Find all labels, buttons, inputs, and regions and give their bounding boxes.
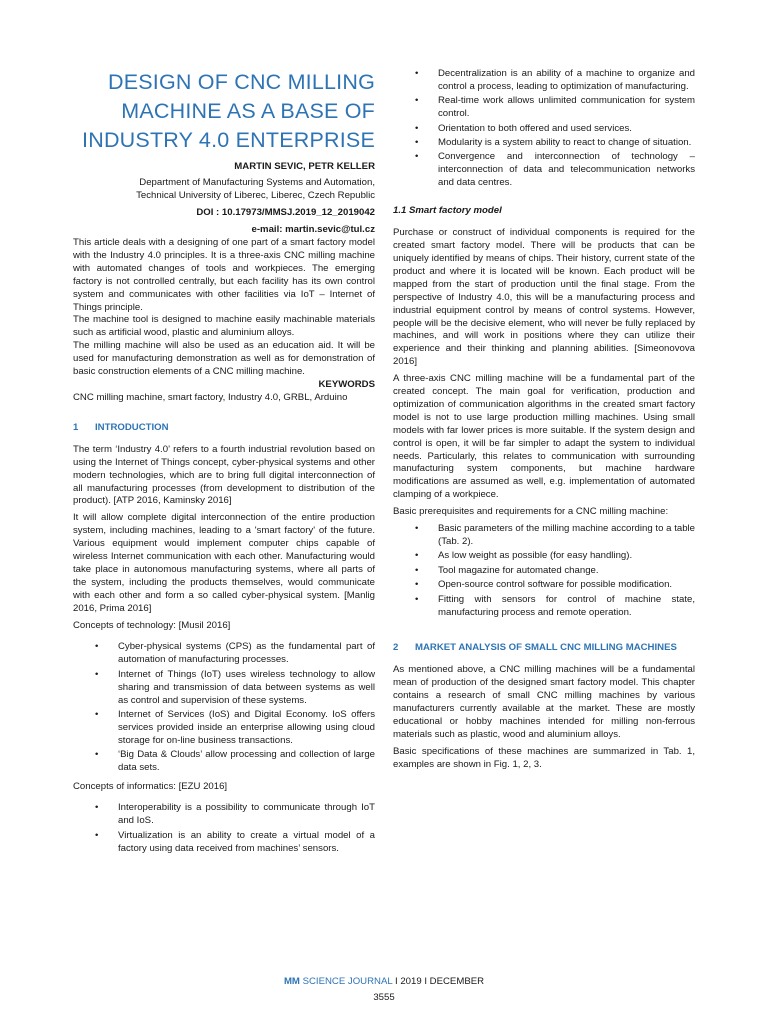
subsection-heading-smart-factory: 1.1 Smart factory model xyxy=(393,205,502,217)
right-column xyxy=(393,68,695,772)
abstract-paragraph: The machine tool is designed to machine easily machinable materials such as artificial wood, plastic and aluminium alloys. xyxy=(73,314,375,339)
list-item: • Cyber-physical systems (CPS) as the fundamental part of automation of manufacturing processes. xyxy=(73,641,375,667)
journal-line xyxy=(0,974,768,990)
journal-logo-mm: MM xyxy=(283,976,300,987)
affiliation xyxy=(73,176,375,202)
technology-intro: Concepts of technology: [Musil 2016] xyxy=(73,619,231,631)
list-item: • Decentralization is an ability of a machine to organize and control a process, leading to optimization of manufacturing. xyxy=(393,68,695,94)
list-item: • Real-time work allows unlimited communication for system control. xyxy=(393,95,695,121)
intro-paragraph: It will allow complete digital interconnection of the entire production system, including machines, leading to a 'smart factory' of the future. Various equipment would implement computer chips capable of wireless Internet communication with each other. Manufacturing would take place in autonomous manufacturing systems, where all parts of the system, including the products themselves, would communicate with each other and form a so called cyber-physical system. [Manlig 2016, Prima 2016] xyxy=(73,512,375,614)
list-item: • As low weight as possible (for easy handling). xyxy=(393,550,695,563)
list-item: • Fitting with sensors for control of machine state, manufacturing process and remote operation. xyxy=(393,594,695,620)
requirements-list xyxy=(393,523,695,619)
list-item: • Internet of Services (IoS) and Digital Economy. IoS offers services provided inside an enterprise allowing using cloud storage for on-line business transactions. xyxy=(73,709,375,748)
section-title: MARKET ANALYSIS OF SMALL CNC MILLING MACHINES xyxy=(415,642,677,654)
abstract-paragraph: This article deals with a designing of one part of a smart factory model with the Industry 4.0 principles. It is a three-axis CNC milling machine with automated changes of tools and workpieces. The emerging factory is not controlled centrally, but each facility has its own control system and communicates with other facilities via IoT – Internet of Things principle. xyxy=(73,237,375,313)
informatics-intro: Concepts of informatics: [EZU 2016] xyxy=(73,780,228,792)
list-item: • ‘Big Data & Clouds’ allow processing and collection of large data sets. xyxy=(73,749,375,775)
abstract xyxy=(73,237,375,379)
journal-issue: I 2019 I DECEMBER xyxy=(392,976,485,987)
smart-factory-paragraph: A three-axis CNC milling machine will be a fundamental part of the created concept. The main goal for verification, production and optimization of communication algorithms in the created smart factory model is not to use large production milling machines. Using small models with far lower prices is more suitable. If the system design and control is open, it will be far simpler to adapt the system to individual needs. Particularly, this relates to communication with surrounding manufacturing system components, but machine hardware modifications are assumed as well, e.g. implementation of automated clamping of a workpiece. xyxy=(393,373,695,501)
affiliation-line: Department of Manufacturing Systems and Automation, xyxy=(139,177,375,188)
list-item: • Modularity is a system ability to react to change of situation. xyxy=(393,137,695,150)
authors: MARTIN SEVIC, PETR KELLER xyxy=(234,161,375,172)
informatics-list xyxy=(73,802,375,855)
requirements-intro: Basic prerequisites and requirements for a CNC milling machine: xyxy=(393,506,669,518)
keywords-heading: KEYWORDS xyxy=(318,378,375,390)
affiliation-line: Technical University of Liberec, Liberec, Czech Republic xyxy=(136,190,375,201)
list-item: • Orientation to both offered and used services. xyxy=(393,123,695,136)
list-item: • Convergence and interconnection of technology – interconnection of data and telecommunication networks and data centres. xyxy=(393,151,695,190)
list-item: • Tool magazine for automated change. xyxy=(393,565,695,578)
abstract-paragraph: The milling machine will also be used as an education aid. It will be used for manufacturing demonstration as well as for demonstration of basic construction elements of a CNC milling machine. xyxy=(73,340,375,378)
section-title: INTRODUCTION xyxy=(95,421,169,433)
section-heading-introduction xyxy=(73,421,375,434)
doi: DOI : 10.17973/MMSJ.2019_12_2019042 xyxy=(196,207,375,218)
title-line: MACHINE AS A BASE OF xyxy=(121,99,375,123)
left-column xyxy=(73,68,375,857)
list-item: • Basic parameters of the milling machine according to a table (Tab. 2). xyxy=(393,523,695,549)
intro-paragraph: The term ‘Industry 4.0’ refers to a fourth industrial revolution based on using the Internet of Things concept, cyber-physical systems and other modern technologies, which are to bring full digital interconnection of all manufacturing processes (from development to distribution of the product). [ATP 2016, Kaminsky 2016] xyxy=(73,443,375,507)
section-heading-market-analysis xyxy=(393,641,695,654)
paper-title xyxy=(73,68,375,155)
list-item: • Internet of Things (IoT) uses wireless technology to allow sharing and transmission of data between systems as well as control and supervision of these systems. xyxy=(73,669,375,708)
keywords-text: CNC milling machine, smart factory, Industry 4.0, GRBL, Arduino xyxy=(73,391,348,403)
market-paragraph: As mentioned above, a CNC milling machines will be a fundamental mean of production of the designed smart factory model. This chapter contains a research of small CNC milling machines by various manufacturers currently available at the market. These are mostly educational or hobby machines intended for milling non-ferrous materials such as plastic, wood and aluminium alloys. xyxy=(393,664,695,740)
email: e-mail: martin.sevic@tul.cz xyxy=(251,224,375,235)
list-item: • Open-source control software for possible modification. xyxy=(393,579,695,592)
section-number: 2 xyxy=(393,642,399,654)
list-item: • Virtualization is an ability to create a virtual model of a factory using data received from machines’ sensors. xyxy=(73,830,375,856)
section-number: 1 xyxy=(73,421,79,433)
journal-name: SCIENCE JOURNAL xyxy=(302,976,393,987)
informatics-list-continued xyxy=(393,68,695,190)
title-line: DESIGN OF CNC MILLING xyxy=(107,70,375,94)
page-number: 3555 xyxy=(373,992,395,1003)
smart-factory-paragraph: Purchase or construct of individual components is required for the created smart factory model. There will be products that can be uniquely identified by means of chips. Their history, current state of the product and where it is located will be known. Each product will be mapped from the start of production until the final stage. From the perspective of Industry 4.0, this will be a manufacturing process and industrial equipment control by means of control systems. However, people will be the decisive element, who will never be fully replaced by machines, and will work in positions where they can utilize their experience and their thinking and planning abilities. [Simeonovova 2016] xyxy=(393,227,695,368)
page-footer xyxy=(0,974,768,1006)
technology-list xyxy=(73,641,375,775)
market-paragraph: Basic specifications of these machines are summarized in Tab. 1, examples are shown in Fig. 1, 2, 3. xyxy=(393,745,695,770)
title-line: INDUSTRY 4.0 ENTERPRISE xyxy=(82,128,375,152)
list-item: • Interoperability is a possibility to communicate through IoT and IoS. xyxy=(73,802,375,828)
